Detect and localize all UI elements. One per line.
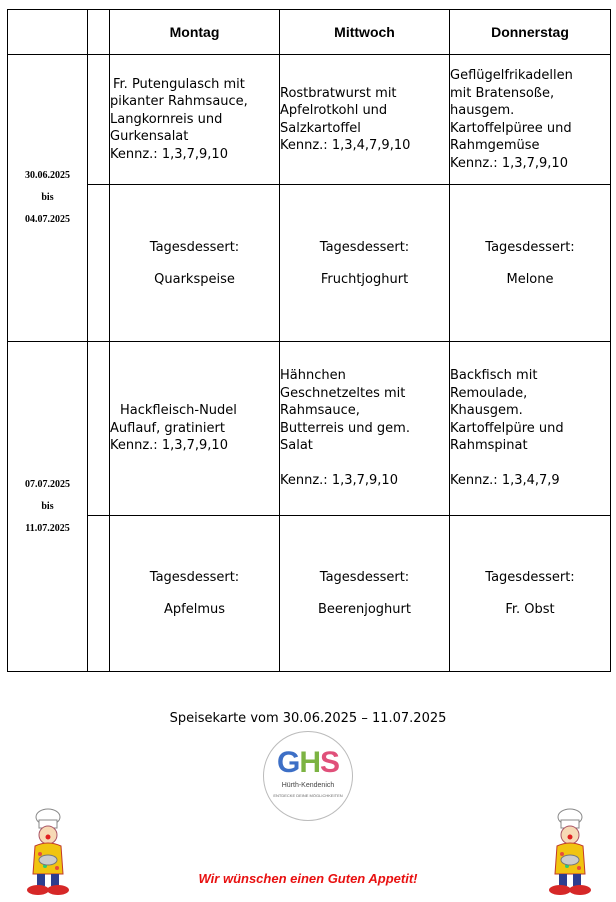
meal-line: Geflügelfrikadellen <box>450 68 573 83</box>
meal-line: Khausgem. <box>450 403 523 419</box>
meal-line: Gurkensalat <box>110 129 189 145</box>
spacer-cell <box>88 516 110 672</box>
week1-meal-row <box>8 55 611 185</box>
week-bis: bis <box>41 192 54 203</box>
meal-allergens: Kennz.: 1,3,4,7,9,10 <box>280 138 411 153</box>
meal-cell-donnerstag <box>450 342 611 516</box>
menu-table <box>7 9 611 672</box>
logo-letter-g: G <box>276 746 300 779</box>
logo-tagline: ENTDECKE DEINE MÖGLICHKEITEN <box>273 793 343 798</box>
meal-cell-montag <box>110 55 280 185</box>
meal-blank-line <box>280 455 449 473</box>
meal-line: Hackfleisch-Nudel <box>120 403 237 419</box>
meal-cell-mittwoch <box>280 342 450 516</box>
logo-place: Hürth-Kendenich <box>281 782 335 789</box>
dessert-name: Melone <box>506 271 554 287</box>
greeting-text: Wir wünschen einen Guten Appetit! <box>198 871 418 886</box>
dessert-cell-donnerstag <box>450 516 611 672</box>
empty-corner-cell <box>8 10 88 55</box>
meal-allergens: Kennz.: 1,3,7,9,10 <box>280 473 398 489</box>
meal-line: Apfelrotkohl und <box>280 103 388 118</box>
meal-line: Salzkartoffel <box>280 120 361 136</box>
week-bis: bis <box>41 500 54 512</box>
meal-line: mit Bratensoße, <box>450 85 555 101</box>
week1-dessert-row <box>8 185 611 342</box>
meal-cell-montag <box>110 342 280 516</box>
meal-line: Salat <box>280 438 313 454</box>
header-row <box>8 10 611 55</box>
dessert-title: Tagesdessert: <box>319 239 410 255</box>
day-header-donnerstag: Donnerstag <box>450 10 611 55</box>
dessert-title: Tagesdessert: <box>149 239 240 255</box>
meal-line: Hähnchen <box>280 368 346 384</box>
spacer-cell <box>88 55 110 185</box>
week2-date-range <box>8 342 88 672</box>
meal-line: Backfisch mit <box>450 368 538 384</box>
dessert-name: Fr. Obst <box>505 602 555 617</box>
week-date-from: 30.06.2025 <box>25 170 70 181</box>
logo-letter-h: H <box>299 746 320 779</box>
dessert-cell-mittwoch <box>280 516 450 672</box>
meal-allergens: Kennz.: 1,3,4,7,9 <box>450 473 560 489</box>
meal-allergens: Kennz.: 1,3,7,9,10 <box>110 438 228 454</box>
meal-line: Rahmgemüse <box>450 138 540 153</box>
meal-line: Kartoffelpüree und <box>450 120 572 136</box>
dessert-title: Tagesdessert: <box>319 570 410 585</box>
meal-cell-donnerstag <box>450 55 611 185</box>
meal-allergens: Kennz.: 1,3,7,9,10 <box>450 155 568 171</box>
week-date-to: 04.07.2025 <box>25 214 70 225</box>
school-logo <box>263 731 353 821</box>
day-header-montag: Montag <box>110 10 280 55</box>
meal-line: Rostbratwurst mit <box>280 85 397 101</box>
dessert-title: Tagesdessert: <box>149 570 240 585</box>
meal-line: Fr. Putengulasch mit <box>113 76 245 92</box>
meal-blank-line <box>450 455 610 473</box>
empty-spacer-cell <box>88 10 110 55</box>
dessert-name: Fruchtjoghurt <box>320 271 409 287</box>
week2-meal-row <box>8 342 611 516</box>
meal-line: Langkornreis und <box>110 111 223 127</box>
meal-allergens: Kennz.: 1,3,7,9,10 <box>110 146 228 162</box>
logo-mark <box>264 746 352 780</box>
day-header-mittwoch: Mittwoch <box>280 10 450 55</box>
meal-line: pikanter Rahmsauce, <box>110 94 248 110</box>
week1-date-range <box>8 55 88 342</box>
meal-line: hausgem. <box>450 103 515 118</box>
menu-period-caption: Speisekarte vom 30.06.2025 – 11.07.2025 <box>169 711 447 726</box>
week2-dessert-row <box>8 516 611 672</box>
week-date-to: 11.07.2025 <box>25 522 70 534</box>
meal-line: Butterreis und gem. <box>280 420 410 436</box>
dessert-cell-donnerstag <box>450 185 611 342</box>
meal-line: Geschnetzeltes mit <box>280 385 406 401</box>
week-date-from: 07.07.2025 <box>25 478 70 490</box>
logo-letter-s: S <box>320 746 340 779</box>
dessert-name: Apfelmus <box>163 602 225 617</box>
dessert-title: Tagesdessert: <box>485 570 575 585</box>
meal-line: Rahmspinat <box>450 438 528 454</box>
meal-line: Rahmsauce, <box>280 403 360 419</box>
meal-line: Remoulade, <box>450 385 528 401</box>
dessert-cell-mittwoch <box>280 185 450 342</box>
dessert-name: Quarkspeise <box>154 271 235 287</box>
meal-line: Auflauf, gratiniert <box>110 420 225 436</box>
dessert-cell-montag <box>110 516 280 672</box>
dessert-title: Tagesdessert: <box>485 239 575 255</box>
dessert-name: Beerenjoghurt <box>318 602 411 617</box>
spacer-cell <box>88 342 110 516</box>
dessert-cell-montag <box>110 185 280 342</box>
meal-cell-mittwoch <box>280 55 450 185</box>
meal-line: Kartoffelpüre und <box>450 420 564 436</box>
spacer-cell <box>88 185 110 342</box>
